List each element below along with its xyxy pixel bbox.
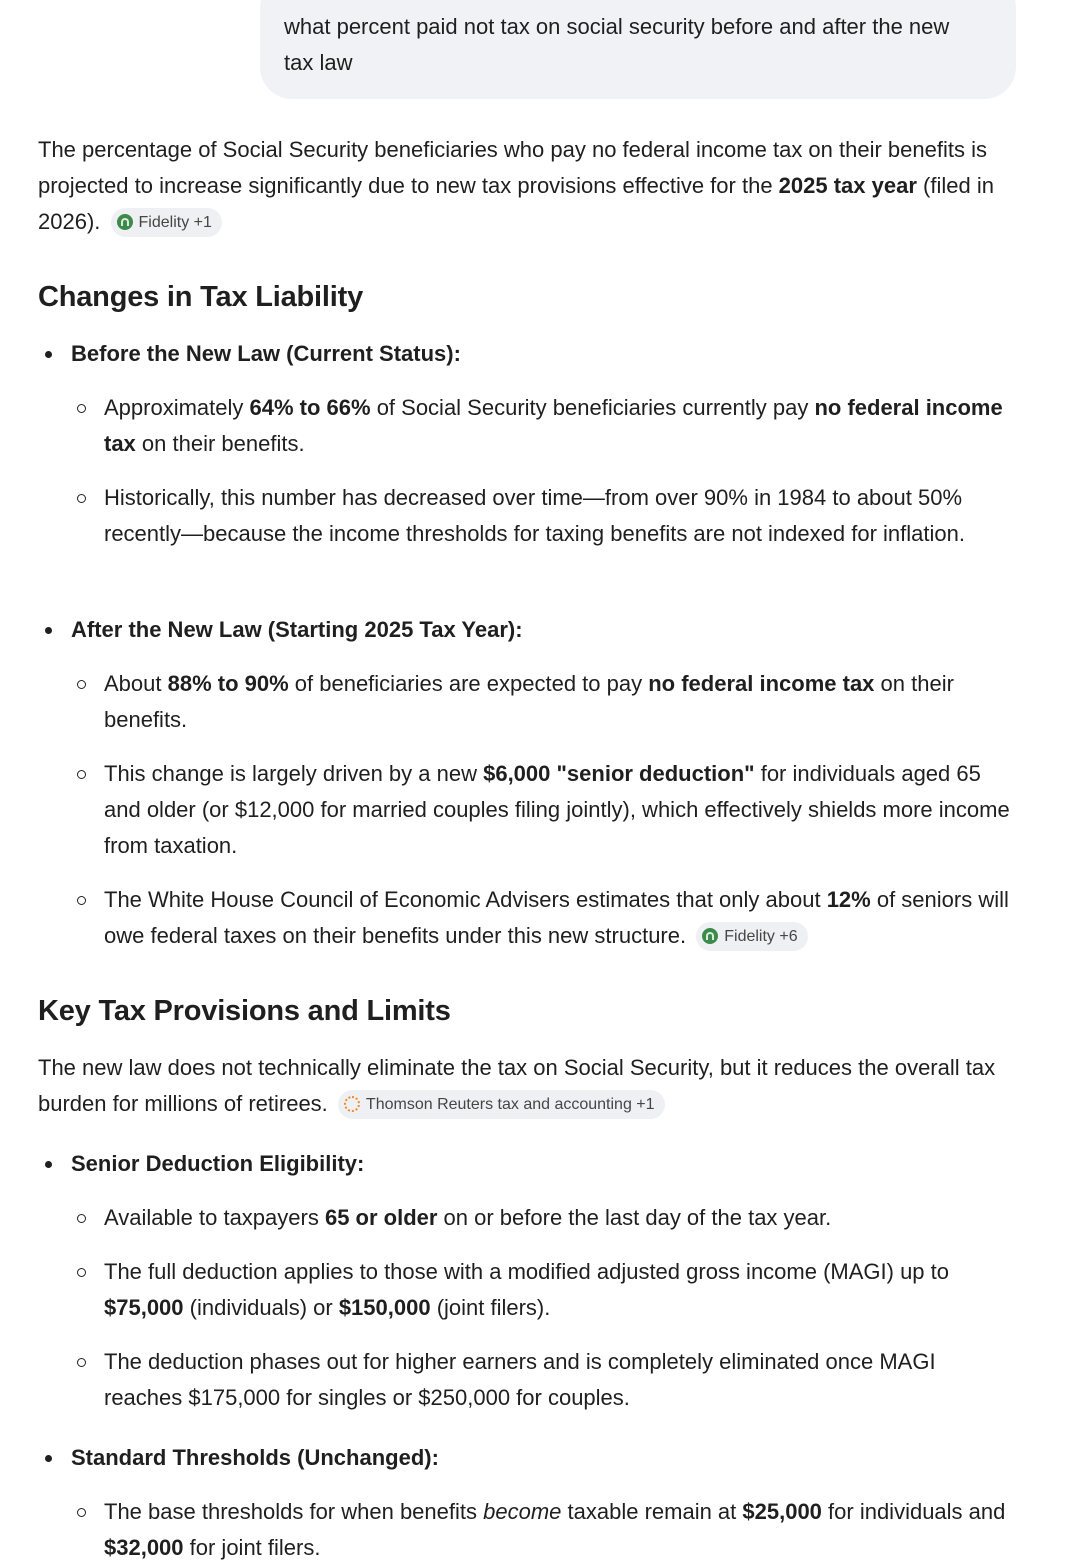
source-chip-fidelity[interactable] <box>111 208 222 237</box>
bold: no federal income tax <box>104 395 1003 456</box>
source-chip-fidelity-6[interactable] <box>696 922 807 951</box>
text: on or before the last day of the tax year. <box>437 1205 832 1230</box>
text: The base thresholds for when benefits <box>104 1499 484 1524</box>
italic: become <box>483 1499 562 1524</box>
source-chip-thomson-reuters[interactable] <box>338 1090 665 1119</box>
bullet-thresholds: Standard Thresholds (Unchanged): <box>71 1440 1021 1476</box>
text: The White House Council of Economic Advisers estimates that only about <box>104 887 827 912</box>
text: on their benefits. <box>135 431 305 456</box>
text: for individuals aged 65 and older (or $12,000 for married couples filing jointly), which effectively shields more income from taxation. <box>104 761 1010 858</box>
bold: $150,000 <box>338 1295 431 1320</box>
text: Approximately <box>104 395 250 420</box>
text: (individuals) or <box>183 1295 339 1320</box>
intro-paragraph <box>38 132 1028 240</box>
user-query-text: what percent paid not tax on social security before and after the new tax law <box>284 14 950 75</box>
bold: 12% <box>826 887 871 912</box>
bold: 64% to 66% <box>249 395 371 420</box>
intro-bold: 2025 tax year <box>778 173 917 198</box>
sub-bullet-after-1 <box>104 666 1019 738</box>
provisions-intro-text: The new law does not technically eliminate the tax on Social Security, but it reduces the overall tax burden for millions of retirees. <box>38 1055 996 1116</box>
text: About <box>104 671 168 696</box>
sub-bullet-before-1 <box>104 390 1019 462</box>
text: for individuals and <box>821 1499 1006 1524</box>
text: of beneficiaries are expected to pay <box>288 671 649 696</box>
fidelity-logo-icon <box>702 928 718 944</box>
text: (joint filers). <box>430 1295 551 1320</box>
sub-bullet-eligibility-3: The deduction phases out for higher earners and is completely eliminated once MAGI reaches $175,000 for singles or $250,000 for couples. <box>104 1344 1019 1416</box>
bold: $25,000 <box>742 1499 822 1524</box>
source-chip-label: Fidelity +1 <box>138 214 212 231</box>
intro-text-end: (filed in 2026). <box>38 173 994 234</box>
sub-bullet-after-2 <box>104 756 1019 864</box>
sub-bullet-thresholds-1 <box>104 1494 1019 1566</box>
thomson-reuters-logo-icon <box>344 1096 360 1112</box>
source-chip-label: Fidelity +6 <box>724 928 798 945</box>
bold: 88% to 90% <box>167 671 289 696</box>
bullet-before-law: Before the New Law (Current Status): <box>71 336 1021 372</box>
intro-text: The percentage of Social Security beneficiaries who pay no federal income tax on their benefits is projected to increase significantly due to new tax provisions effective for the <box>38 137 987 198</box>
bullet-eligibility: Senior Deduction Eligibility: <box>71 1146 1021 1182</box>
bullet-after-law: After the New Law (Starting 2025 Tax Year): <box>71 612 1021 648</box>
text: The full deduction applies to those with a modified adjusted gross income (MAGI) up to <box>104 1259 950 1284</box>
text: for joint filers. <box>183 1535 321 1560</box>
sub-bullet-after-3 <box>104 882 1019 954</box>
section-heading-provisions: Key Tax Provisions and Limits <box>38 995 451 1027</box>
bold: $6,000 "senior deduction" <box>483 761 755 786</box>
bold: no federal income tax <box>648 671 875 696</box>
source-chip-label: Thomson Reuters tax and accounting +1 <box>365 1096 655 1113</box>
sub-bullet-eligibility-2 <box>104 1254 1019 1326</box>
text: Available to taxpayers <box>104 1205 325 1230</box>
text: of seniors will owe federal taxes on their benefits under this new structure. <box>104 887 1009 948</box>
section-heading-changes: Changes in Tax Liability <box>38 281 364 313</box>
bold: 65 or older <box>324 1205 438 1230</box>
sub-bullet-eligibility-1 <box>104 1200 1019 1236</box>
text: of Social Security beneficiaries currently pay <box>370 395 815 420</box>
text: This change is largely driven by a new <box>104 761 484 786</box>
text: taxable remain at <box>561 1499 743 1524</box>
text: on their benefits. <box>104 671 954 732</box>
provisions-intro <box>38 1050 1028 1122</box>
user-query-bubble <box>260 0 1016 99</box>
fidelity-logo-icon <box>117 214 133 230</box>
bold: $75,000 <box>104 1295 184 1320</box>
sub-bullet-before-2: Historically, this number has decreased over time—from over 90% in 1984 to about 50% recently—because the income thresholds for taxing benefits are not indexed for inflation. <box>104 480 1019 552</box>
bold: $32,000 <box>104 1535 184 1560</box>
